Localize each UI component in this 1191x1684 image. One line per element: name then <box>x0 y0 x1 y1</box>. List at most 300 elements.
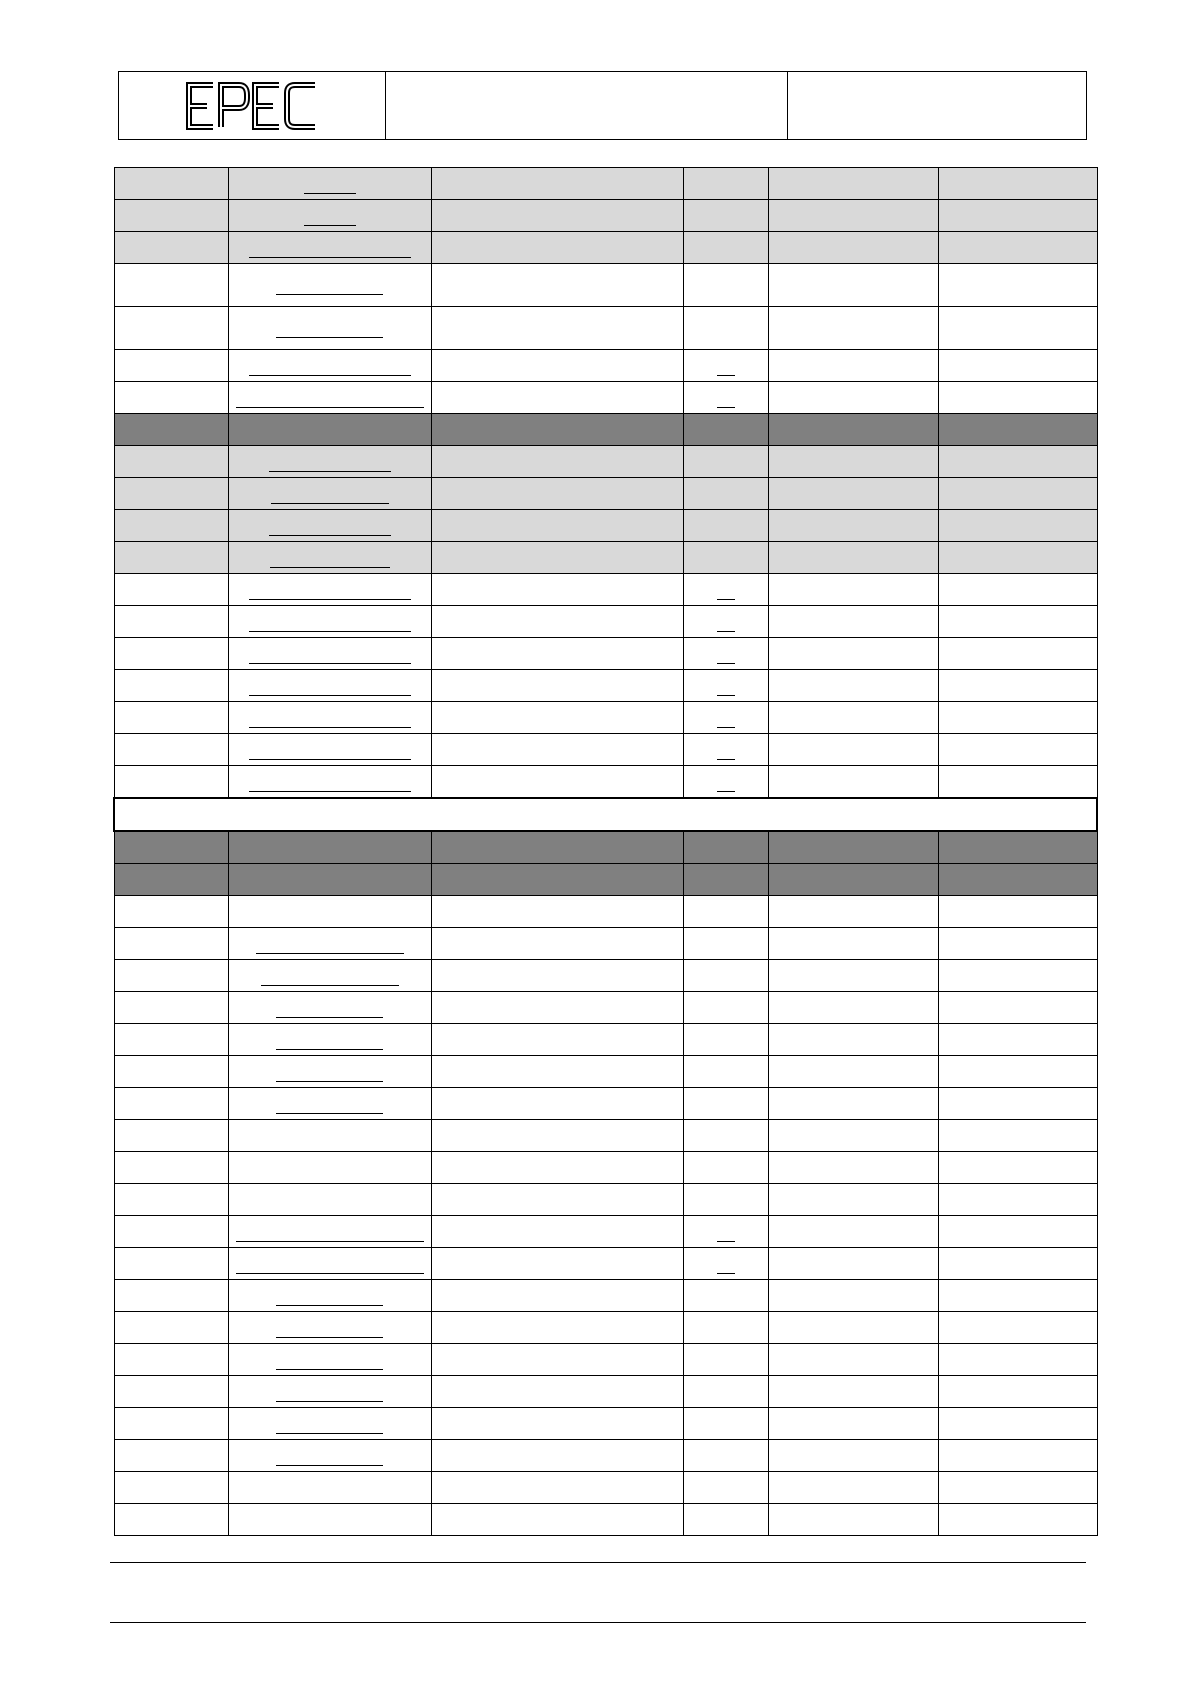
table-cell <box>683 1376 768 1408</box>
table-cell <box>938 1344 1097 1376</box>
table-row <box>114 307 1097 350</box>
table-cell <box>431 1472 683 1504</box>
table-cell <box>228 766 431 799</box>
table-cell <box>683 1024 768 1056</box>
underline-rule <box>271 489 389 504</box>
table-cell <box>228 414 431 446</box>
table-cell <box>431 1408 683 1440</box>
underline-rule <box>249 617 411 632</box>
logo-cell <box>119 72 386 139</box>
table-cell <box>228 702 431 734</box>
table-cell <box>114 1280 228 1312</box>
table-cell <box>114 1376 228 1408</box>
table-cell <box>114 766 228 799</box>
table-cell <box>431 232 683 264</box>
table-cell <box>431 1504 683 1536</box>
table-cell <box>938 307 1097 350</box>
table-cell <box>431 478 683 510</box>
table-cell <box>938 414 1097 446</box>
table-cell <box>114 1088 228 1120</box>
underline-rule <box>276 1355 383 1370</box>
table-row <box>114 1280 1097 1312</box>
table-cell <box>938 1120 1097 1152</box>
table-cell <box>683 168 768 200</box>
table-cell <box>768 1344 938 1376</box>
table-cell <box>114 1344 228 1376</box>
underline-rule <box>249 361 411 376</box>
table-cell <box>683 1312 768 1344</box>
table-cell <box>114 670 228 702</box>
table-cell <box>683 478 768 510</box>
table-cell <box>683 1088 768 1120</box>
table-cell <box>228 960 431 992</box>
table-cell <box>431 200 683 232</box>
table-cell <box>683 992 768 1024</box>
table-cell <box>228 896 431 928</box>
table-cell <box>768 478 938 510</box>
table-cell <box>431 1056 683 1088</box>
table-cell <box>228 638 431 670</box>
underline-rule <box>717 713 735 728</box>
table-cell <box>768 510 938 542</box>
table-cell <box>683 1056 768 1088</box>
table-row <box>114 414 1097 446</box>
table-cell <box>768 264 938 307</box>
underline-rule <box>276 1099 383 1114</box>
underline-rule <box>236 1227 424 1242</box>
underline-rule <box>249 649 411 664</box>
underline-rule <box>270 553 390 568</box>
table-cell <box>938 1504 1097 1536</box>
underline-rule <box>276 1067 383 1082</box>
table-cell <box>228 542 431 574</box>
table-row <box>114 168 1097 200</box>
table-cell <box>431 350 683 382</box>
table-cell <box>114 1312 228 1344</box>
table-cell <box>114 1504 228 1536</box>
table-cell <box>114 1056 228 1088</box>
table-row <box>114 478 1097 510</box>
table-row <box>114 1248 1097 1280</box>
table-cell <box>938 446 1097 478</box>
table-cell <box>228 232 431 264</box>
table-cell <box>683 896 768 928</box>
table-cell <box>431 638 683 670</box>
table-cell <box>431 382 683 414</box>
footer-divider-top <box>110 1562 1086 1563</box>
table-cell <box>431 574 683 606</box>
table-row <box>114 1504 1097 1536</box>
table-cell <box>768 1120 938 1152</box>
table-cell <box>228 1216 431 1248</box>
table-cell <box>114 864 228 896</box>
table-cell <box>683 1216 768 1248</box>
table-cell <box>431 702 683 734</box>
table-cell <box>114 264 228 307</box>
table-cell <box>938 766 1097 799</box>
table-row <box>114 734 1097 766</box>
table-cell <box>431 1376 683 1408</box>
table-cell <box>114 1120 228 1152</box>
table-cell <box>768 1472 938 1504</box>
table-cell <box>114 1248 228 1280</box>
table-cell <box>768 1408 938 1440</box>
underline-rule <box>717 617 735 632</box>
table-cell <box>938 638 1097 670</box>
table-cell <box>768 307 938 350</box>
epec-logo <box>183 75 321 137</box>
table-cell <box>938 200 1097 232</box>
table-cell <box>938 928 1097 960</box>
table-cell <box>683 766 768 799</box>
table-row <box>114 1152 1097 1184</box>
table-cell <box>938 382 1097 414</box>
table-row <box>114 200 1097 232</box>
table-cell <box>114 574 228 606</box>
table-row <box>114 896 1097 928</box>
table-cell <box>228 1472 431 1504</box>
table-cell <box>228 928 431 960</box>
table-cell <box>683 1344 768 1376</box>
table-row <box>114 574 1097 606</box>
underline-rule <box>717 681 735 696</box>
table-row <box>114 1344 1097 1376</box>
table-row <box>114 264 1097 307</box>
table-cell <box>768 168 938 200</box>
table-row <box>114 638 1097 670</box>
table-cell <box>768 1024 938 1056</box>
table-cell <box>683 1280 768 1312</box>
table-cell <box>938 1376 1097 1408</box>
table-cell <box>431 510 683 542</box>
table-cell <box>683 702 768 734</box>
table-row <box>114 1120 1097 1152</box>
table-cell <box>768 831 938 864</box>
underline-rule <box>236 393 424 408</box>
table-cell <box>114 446 228 478</box>
table-cell <box>938 232 1097 264</box>
underline-rule <box>276 1035 383 1050</box>
underline-rule <box>249 713 411 728</box>
table-cell <box>683 928 768 960</box>
table-cell <box>228 446 431 478</box>
table-cell <box>683 264 768 307</box>
table-cell <box>683 734 768 766</box>
table-cell <box>114 542 228 574</box>
table-cell <box>768 542 938 574</box>
table-cell <box>114 1152 228 1184</box>
underline-rule <box>717 393 735 408</box>
table-row <box>114 350 1097 382</box>
table-cell <box>938 478 1097 510</box>
table-cell <box>228 307 431 350</box>
table-cell <box>114 960 228 992</box>
table-cell <box>938 350 1097 382</box>
table-row <box>114 960 1097 992</box>
table-row <box>114 1312 1097 1344</box>
underline-rule <box>276 1291 383 1306</box>
table-cell <box>768 734 938 766</box>
table-row <box>114 864 1097 896</box>
table-cell <box>114 1024 228 1056</box>
table-cell <box>938 1440 1097 1472</box>
table-cell <box>114 478 228 510</box>
table-cell <box>683 1408 768 1440</box>
table-cell <box>768 896 938 928</box>
table-cell <box>431 896 683 928</box>
table-cell <box>114 232 228 264</box>
table-cell <box>938 1248 1097 1280</box>
underline-rule <box>269 521 391 536</box>
table-cell <box>938 1184 1097 1216</box>
table-cell <box>228 478 431 510</box>
table-cell <box>228 200 431 232</box>
table-cell <box>431 168 683 200</box>
table-cell <box>431 446 683 478</box>
table-cell <box>683 670 768 702</box>
table-cell <box>228 510 431 542</box>
table-row <box>114 446 1097 478</box>
table-cell <box>228 1440 431 1472</box>
table-cell <box>431 960 683 992</box>
table-row <box>114 1216 1097 1248</box>
table-cell <box>768 1440 938 1472</box>
table-cell <box>228 1120 431 1152</box>
table-cell <box>938 606 1097 638</box>
table-cell <box>683 960 768 992</box>
table-cell <box>228 1088 431 1120</box>
table-cell <box>228 1056 431 1088</box>
underline-rule <box>249 585 411 600</box>
table-cell <box>114 1408 228 1440</box>
table-cell <box>683 414 768 446</box>
table-cell <box>228 670 431 702</box>
table-cell <box>768 638 938 670</box>
underline-rule <box>256 939 404 954</box>
footer-divider-bottom <box>110 1622 1086 1623</box>
underline-rule <box>717 585 735 600</box>
table-cell <box>114 638 228 670</box>
table-row <box>114 1440 1097 1472</box>
table-cell <box>228 831 431 864</box>
table-cell <box>114 992 228 1024</box>
table-cell <box>938 264 1097 307</box>
underline-rule <box>249 745 411 760</box>
underline-rule <box>304 211 356 226</box>
underline-rule <box>717 1259 735 1274</box>
underline-rule <box>236 1259 424 1274</box>
table-cell <box>228 864 431 896</box>
table-cell <box>938 510 1097 542</box>
table-cell <box>114 382 228 414</box>
table-cell <box>114 1184 228 1216</box>
table-cell <box>938 1024 1097 1056</box>
underline-rule <box>717 1227 735 1242</box>
underline-rule <box>276 1387 383 1402</box>
table-cell <box>938 1280 1097 1312</box>
table-cell <box>114 831 228 864</box>
underline-rule <box>261 971 399 986</box>
header-info-cell <box>788 72 1086 139</box>
table-cell <box>228 350 431 382</box>
table-cell <box>683 510 768 542</box>
table-cell <box>768 1312 938 1344</box>
table-cell <box>431 1120 683 1152</box>
table-cell <box>431 734 683 766</box>
table-cell <box>431 831 683 864</box>
table-cell <box>768 1376 938 1408</box>
table-cell <box>431 1088 683 1120</box>
table-cell <box>228 574 431 606</box>
underline-rule <box>249 777 411 792</box>
table-cell <box>114 350 228 382</box>
table-cell <box>938 1088 1097 1120</box>
table-cell <box>228 264 431 307</box>
table-cell <box>114 414 228 446</box>
table-cell <box>768 1152 938 1184</box>
table-cell <box>683 1440 768 1472</box>
table-cell <box>431 1184 683 1216</box>
table-cell <box>114 702 228 734</box>
underline-rule <box>717 361 735 376</box>
table-cell <box>938 1216 1097 1248</box>
table-cell <box>938 702 1097 734</box>
table-cell <box>228 1280 431 1312</box>
table-cell <box>228 734 431 766</box>
underline-rule <box>276 1419 383 1434</box>
table-cell <box>431 670 683 702</box>
table-cell <box>938 1472 1097 1504</box>
table-cell <box>768 574 938 606</box>
table-row <box>114 1024 1097 1056</box>
table-cell <box>431 766 683 799</box>
table-cell <box>683 1152 768 1184</box>
underline-rule <box>276 1451 383 1466</box>
table-cell <box>431 928 683 960</box>
underline-rule <box>249 243 411 258</box>
table-cell <box>938 670 1097 702</box>
table-row <box>114 1056 1097 1088</box>
table-row <box>114 1088 1097 1120</box>
underline-rule <box>276 1323 383 1338</box>
table-cell <box>114 928 228 960</box>
table-cell <box>228 1344 431 1376</box>
table-cell <box>431 1024 683 1056</box>
table-cell <box>938 1152 1097 1184</box>
table-cell <box>228 1408 431 1440</box>
table-cell <box>431 992 683 1024</box>
table-cell <box>768 414 938 446</box>
table-cell <box>683 638 768 670</box>
table-row <box>114 928 1097 960</box>
table-cell <box>768 232 938 264</box>
table-cell <box>683 200 768 232</box>
table-cell <box>114 168 228 200</box>
table-cell <box>683 1472 768 1504</box>
table-cell <box>683 574 768 606</box>
table-row <box>114 606 1097 638</box>
table-cell <box>768 1504 938 1536</box>
table-cell <box>938 574 1097 606</box>
table-cell <box>431 307 683 350</box>
underline-rule <box>276 280 383 295</box>
table-cell <box>938 960 1097 992</box>
table-cell <box>431 606 683 638</box>
table-cell <box>768 766 938 799</box>
table-cell <box>431 1344 683 1376</box>
table-cell <box>431 1216 683 1248</box>
table-cell <box>114 798 1097 831</box>
table-cell <box>683 232 768 264</box>
table-cell <box>938 831 1097 864</box>
table-row <box>114 766 1097 799</box>
table-cell <box>768 1216 938 1248</box>
table-cell <box>768 960 938 992</box>
table-cell <box>683 864 768 896</box>
table-body <box>114 168 1097 1536</box>
table-row <box>114 510 1097 542</box>
table-row <box>114 798 1097 831</box>
table-cell <box>431 1440 683 1472</box>
table-cell <box>768 382 938 414</box>
table-cell <box>228 606 431 638</box>
table-cell <box>431 1248 683 1280</box>
table-cell <box>228 168 431 200</box>
table-cell <box>938 992 1097 1024</box>
table-cell <box>228 1152 431 1184</box>
table-cell <box>114 200 228 232</box>
table-row <box>114 1408 1097 1440</box>
table-cell <box>228 1184 431 1216</box>
table-cell <box>114 1472 228 1504</box>
table-cell <box>683 1248 768 1280</box>
table-cell <box>431 864 683 896</box>
table-cell <box>938 1056 1097 1088</box>
table-cell <box>683 606 768 638</box>
table-cell <box>938 864 1097 896</box>
underline-rule <box>269 457 391 472</box>
table-cell <box>938 734 1097 766</box>
underline-rule <box>717 777 735 792</box>
table-cell <box>431 1280 683 1312</box>
table-cell <box>683 350 768 382</box>
table-cell <box>228 1312 431 1344</box>
table-cell <box>938 168 1097 200</box>
table-cell <box>768 606 938 638</box>
underline-rule <box>717 745 735 760</box>
table-cell <box>114 1216 228 1248</box>
table-row <box>114 831 1097 864</box>
table-cell <box>114 307 228 350</box>
table-cell <box>768 1184 938 1216</box>
table-cell <box>114 734 228 766</box>
table-cell <box>431 1312 683 1344</box>
underline-rule <box>304 179 356 194</box>
table-cell <box>683 1120 768 1152</box>
table-cell <box>228 1504 431 1536</box>
table-cell <box>228 382 431 414</box>
table-cell <box>114 606 228 638</box>
table-cell <box>683 1504 768 1536</box>
header-title-cell <box>386 72 788 139</box>
table-cell <box>431 414 683 446</box>
table-cell <box>768 864 938 896</box>
table-cell <box>431 1152 683 1184</box>
table-cell <box>768 1088 938 1120</box>
table-cell <box>768 1248 938 1280</box>
table-row <box>114 702 1097 734</box>
table-row <box>114 1376 1097 1408</box>
